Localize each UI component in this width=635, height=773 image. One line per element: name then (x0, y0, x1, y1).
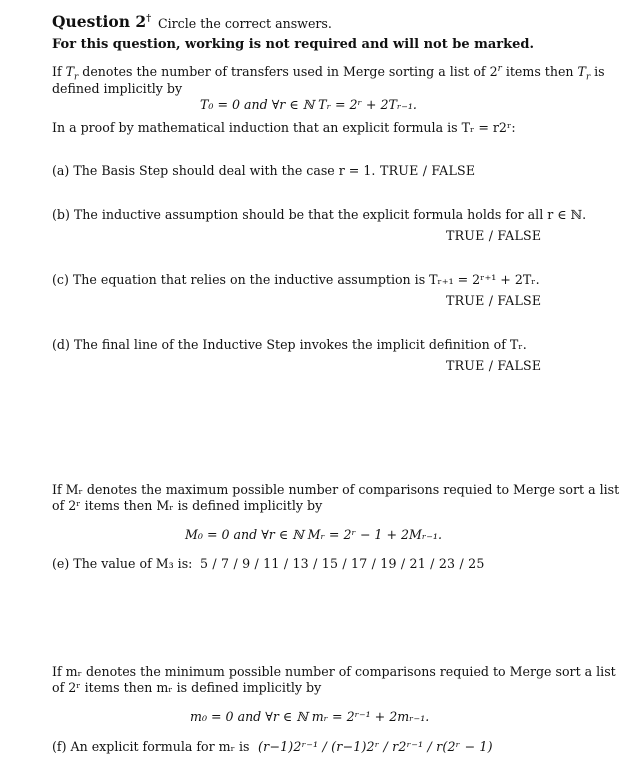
question-a (52, 163, 375, 178)
dagger-mark: † (146, 12, 152, 24)
intro1-sub-r: r (74, 72, 79, 83)
question-b-text: The inductive assumption should be that the explicit formula holds for all r ∈ ℕ. (73, 207, 587, 222)
intro1-line1: If $T_r$ denotes the number of transfers used in Merge sorting a list of 2$^r$ items then $T_r$ is (52, 63, 605, 83)
instruction-text: Circle the correct answers. (158, 16, 332, 31)
intro1-text-d: is (590, 64, 605, 79)
proof-line: In a proof by mathematical induction that an explicit formula is Tᵣ = r2ʳ: (52, 120, 516, 135)
question-c-options[interactable]: TRUE / FALSE (446, 293, 542, 308)
intro3-line2: of 2ʳ items then mᵣ is defined implicitly by (52, 680, 322, 695)
question-d-options[interactable]: TRUE / FALSE (446, 358, 542, 373)
intro2-line2: of 2ʳ items then Mᵣ is defined implicitly by (52, 498, 323, 513)
question-d (52, 337, 527, 352)
question-e (52, 556, 192, 571)
question-c-text: The equation that relies on the inductive assumption is Tᵣ₊₁ = 2ʳ⁺¹ + 2Tᵣ. (72, 272, 540, 287)
question-b-label: (b) (52, 207, 70, 222)
question-b (52, 207, 586, 222)
intro2-line1: If Mᵣ denotes the maximum possible number of comparisons requied to Merge sort a list (52, 482, 620, 497)
question-a-text: The Basis Step should deal with the case r = 1. (73, 163, 376, 178)
question-e-options[interactable]: 5 / 7 / 9 / 11 / 13 / 15 / 17 / 19 / 21 / 23 / 25 (200, 556, 485, 571)
intro1-text-b: denotes the number of transfers used in Merge sorting a list of 2 (78, 64, 498, 79)
intro2-formula: M₀ = 0 and ∀r ∈ ℕ Mᵣ = 2ʳ − 1 + 2Mᵣ₋₁. (185, 527, 442, 542)
intro1-text-a: If (52, 64, 66, 79)
question-f-text: An explicit formula for mᵣ is (70, 739, 250, 754)
question-a-options[interactable]: TRUE / FALSE (380, 163, 476, 178)
question-title (52, 12, 151, 31)
question-f (52, 739, 249, 754)
question-c-label: (c) (52, 272, 69, 287)
question-d-label: (d) (52, 337, 70, 352)
question-a-label: (a) (52, 163, 70, 178)
intro1-formula: T₀ = 0 and ∀r ∈ ℕ Tᵣ = 2ʳ + 2Tᵣ₋₁. (200, 97, 417, 112)
intro1-line2: defined implicitly by (52, 81, 183, 96)
intro3-line1: If mᵣ denotes the minimum possible number of comparisons requied to Merge sort a list (52, 664, 616, 679)
intro1-text-c: items then (501, 64, 578, 79)
question-e-text: The value of M₃ is: (73, 556, 193, 571)
question-c (52, 272, 540, 287)
question-title-text: Question 2 (52, 12, 147, 31)
question-e-label: (e) (52, 556, 70, 571)
question-b-options[interactable]: TRUE / FALSE (446, 228, 542, 243)
question-f-label: (f) (52, 739, 67, 754)
intro3-formula: m₀ = 0 and ∀r ∈ ℕ mᵣ = 2ʳ⁻¹ + 2mᵣ₋₁. (190, 709, 430, 724)
question-d-text: The final line of the Inductive Step invokes the implicit definition of Tᵣ. (73, 337, 527, 352)
working-note: For this question, working is not required and will not be marked. (52, 37, 535, 52)
intro1-var-T: T (65, 64, 75, 79)
question-f-options[interactable]: (r−1)2ʳ⁻¹ / (r−1)2ʳ / r2ʳ⁻¹ / r(2ʳ − 1) (258, 739, 493, 754)
